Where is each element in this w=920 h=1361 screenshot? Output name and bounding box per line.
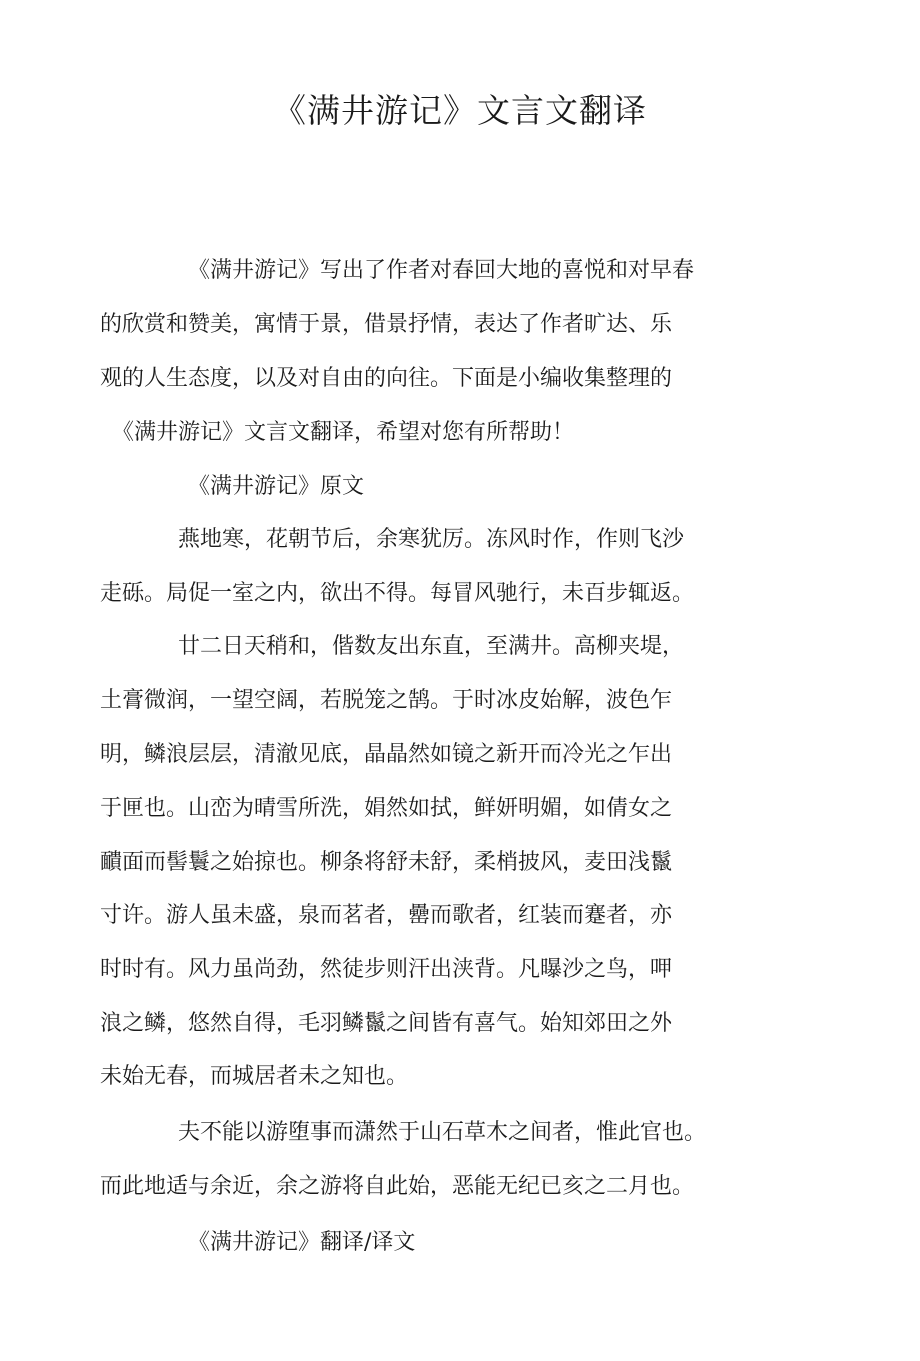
paragraph-line: 浪之鳞，悠然自得，毛羽鳞鬣之间皆有喜气。始知郊田之外 — [100, 1011, 673, 1036]
paragraph-line: 《满井游记》文言文翻译，希望对您有所帮助！ — [112, 420, 575, 445]
paragraph-line: 未始无春，而城居者未之知也。 — [100, 1064, 409, 1089]
paragraph-line: 明，鳞浪层层，清澈见底，晶晶然如镜之新开而冷光之乍出 — [100, 742, 673, 767]
paragraph-line: 燕地寒，花朝节后，余寒犹厉。冻风时作，作则飞沙 — [178, 527, 685, 552]
paragraph-line: 走砾。局促一室之内，欲出不得。每冒风驰行，未百步辄返。 — [100, 581, 695, 606]
paragraph-line: 靧面而髻鬟之始掠也。柳条将舒未舒，柔梢披风，麦田浅鬣 — [100, 850, 673, 875]
paragraph-line: 于匣也。山峦为晴雪所洗，娟然如拭，鲜妍明媚，如倩女之 — [100, 796, 673, 821]
paragraph-line: 而此地适与余近，余之游将自此始，恶能无纪已亥之二月也。 — [100, 1174, 695, 1199]
paragraph-line: 观的人生态度，以及对自由的向往。下面是小编收集整理的 — [100, 366, 673, 391]
document-title: 《满井游记》文言文翻译 — [273, 91, 647, 130]
paragraph-line: 时时有。风力虽尚劲，然徒步则汗出浃背。凡曝沙之鸟，呷 — [100, 957, 673, 982]
paragraph-line: 《满井游记》写出了作者对春回大地的喜悦和对早春 — [188, 258, 695, 283]
section-heading-original: 《满井游记》原文 — [188, 474, 365, 499]
paragraph-line: 廿二日天稍和，偕数友出东直，至满井。高柳夹堤， — [178, 634, 685, 659]
paragraph-line: 土膏微润，一望空阔，若脱笼之鹄。于时冰皮始解，波色乍 — [100, 688, 673, 713]
paragraph-line: 的欣赏和赞美，寓情于景，借景抒情，表达了作者旷达、乐 — [100, 312, 673, 337]
paragraph-line: 夫不能以游堕事而潇然于山石草木之间者，惟此官也。 — [178, 1120, 707, 1145]
paragraph-line: 寸许。游人虽未盛，泉而茗者，罍而歌者，红装而蹇者，亦 — [100, 903, 673, 928]
section-heading-translation: 《满井游记》翻译/译文 — [188, 1230, 416, 1255]
